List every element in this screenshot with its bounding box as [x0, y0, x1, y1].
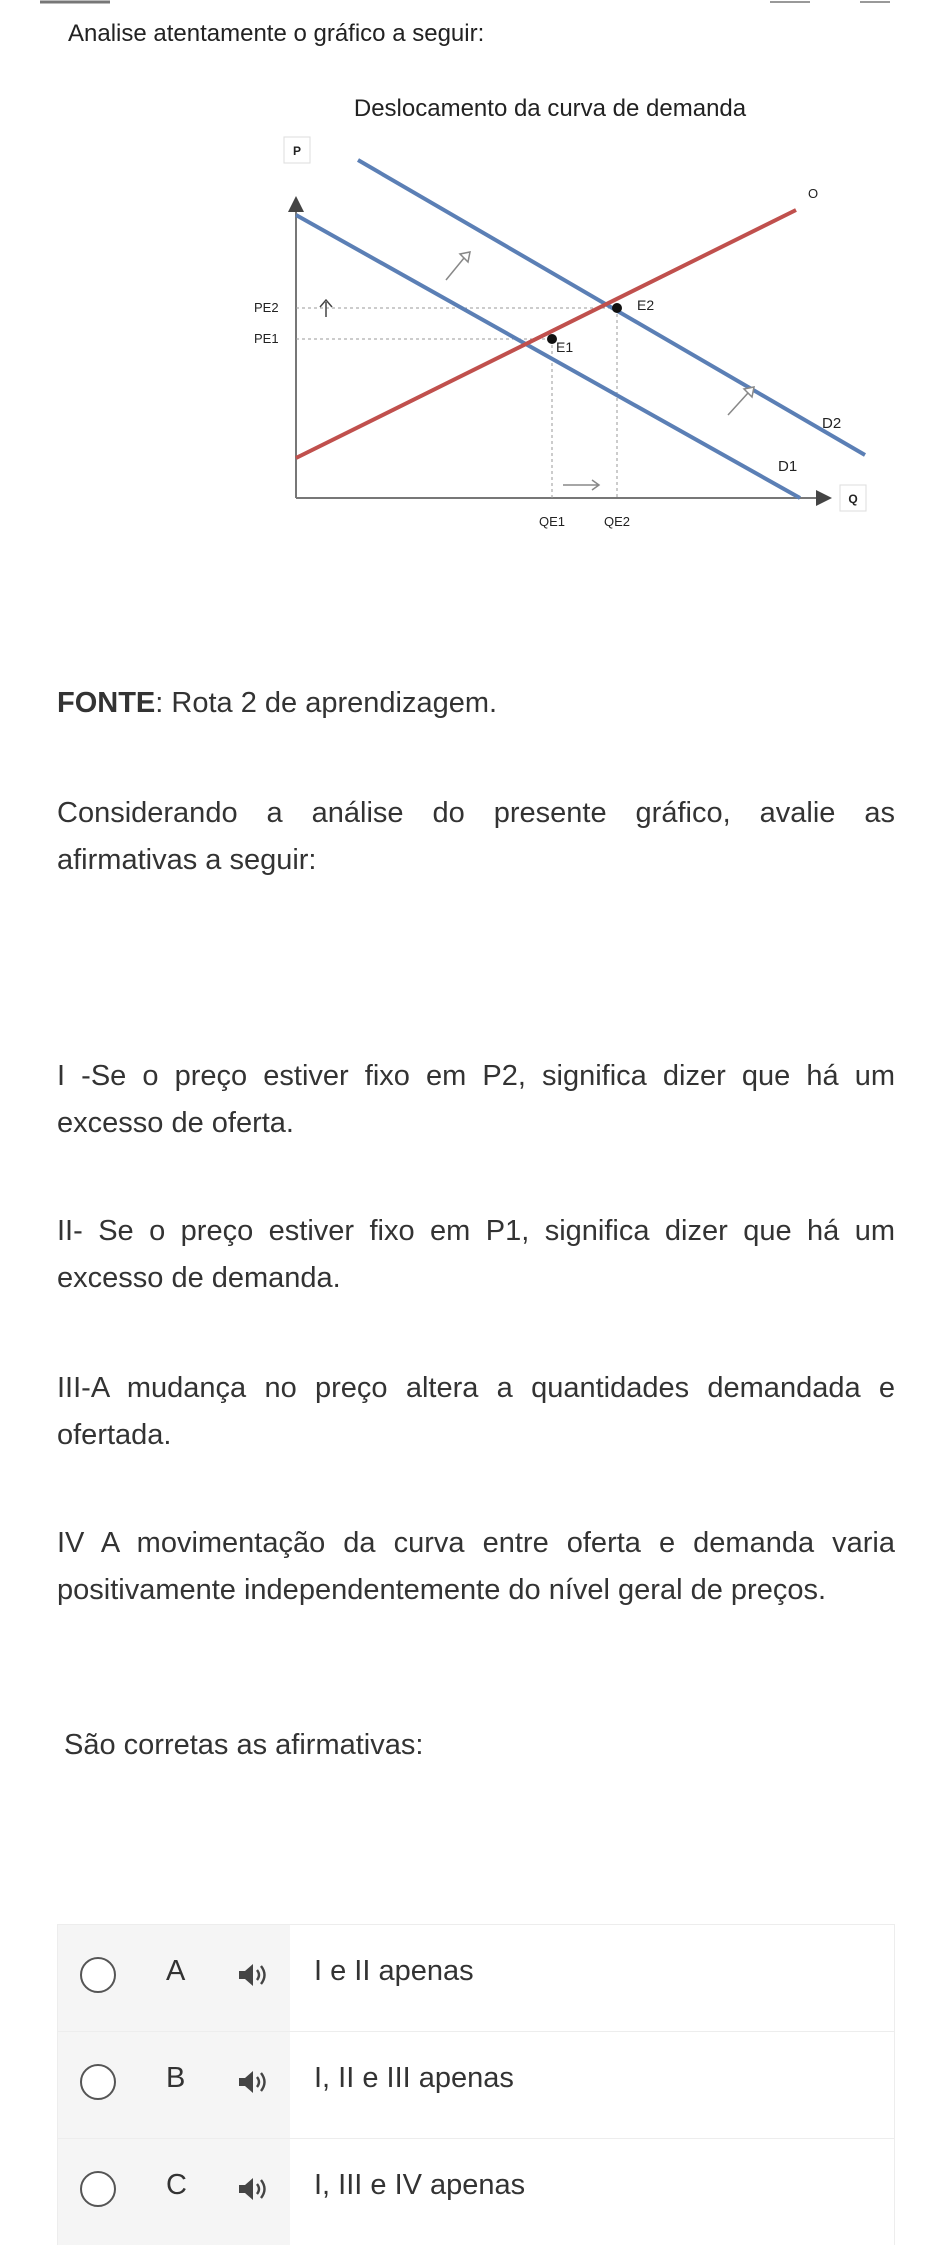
chart-title: Deslocamento da curva de demanda — [353, 95, 747, 122]
source-text: : Rota 2 de aprendizagem. — [155, 687, 498, 719]
option-letter: A — [166, 1955, 186, 1987]
option-letter: B — [166, 2062, 186, 2094]
label-o: O — [808, 186, 819, 201]
tick-pe2: PE2 — [254, 300, 279, 315]
option-letter: C — [166, 2169, 187, 2201]
point-e2 — [612, 303, 622, 313]
label-e1: E1 — [556, 339, 574, 355]
supply-curve-o — [296, 210, 796, 458]
question-text: São corretas as afirmativas: — [64, 1729, 424, 1761]
shift-arrow-right — [563, 480, 599, 490]
source-note — [57, 680, 895, 727]
instruction-text: Considerando a análise do presente gráfico, avalie as afirmativas a seguir: — [57, 797, 895, 876]
statement-i: I -Se o preço estiver fixo em P2, significa dizer que há um excesso de oferta. — [57, 1060, 895, 1139]
option-a[interactable] — [57, 1924, 895, 2031]
shift-arrow-lower-right — [728, 387, 754, 415]
option-b[interactable] — [57, 2031, 895, 2138]
option-text: I, II e III apenas — [314, 2062, 514, 2094]
statement-iv: IV A movimentação da curva entre oferta e demanda varia positivamente independentemente do nível geral de preços. — [57, 1527, 895, 1606]
top-decor — [0, 0, 941, 8]
y-axis-label: P — [292, 144, 302, 158]
radio-icon[interactable] — [80, 1957, 116, 1993]
x-axis-label: Q — [848, 492, 858, 506]
speaker-icon[interactable] — [236, 1961, 270, 1989]
chart-plot — [200, 80, 900, 550]
shift-arrow-upper-right — [446, 252, 470, 280]
tick-qe2: QE2 — [603, 514, 631, 529]
answer-options — [57, 1924, 895, 2245]
option-text: I, III e IV apenas — [314, 2169, 526, 2201]
tick-pe1: PE1 — [254, 331, 279, 346]
speaker-icon[interactable] — [236, 2068, 270, 2096]
label-d1: D1 — [778, 458, 798, 475]
speaker-icon[interactable] — [236, 2175, 270, 2203]
label-e2: E2 — [637, 297, 655, 313]
radio-icon[interactable] — [80, 2171, 116, 2207]
intro-text: Analise atentamente o gráfico a seguir: — [68, 20, 485, 47]
demand-curve-d1 — [296, 215, 800, 498]
statement-ii: II- Se o preço estiver fixo em P1, significa dizer que há um excesso de demanda. — [57, 1215, 895, 1294]
label-d2: D2 — [822, 415, 842, 432]
radio-icon[interactable] — [80, 2064, 116, 2100]
demand-shift-chart — [200, 80, 900, 550]
source-label: FONTE — [57, 687, 156, 719]
option-text: I e II apenas — [314, 1955, 474, 1987]
tick-qe1: QE1 — [538, 514, 566, 529]
option-c[interactable] — [57, 2138, 895, 2245]
statement-iii: III-A mudança no preço altera a quantidades demandada e ofertada. — [57, 1372, 895, 1451]
